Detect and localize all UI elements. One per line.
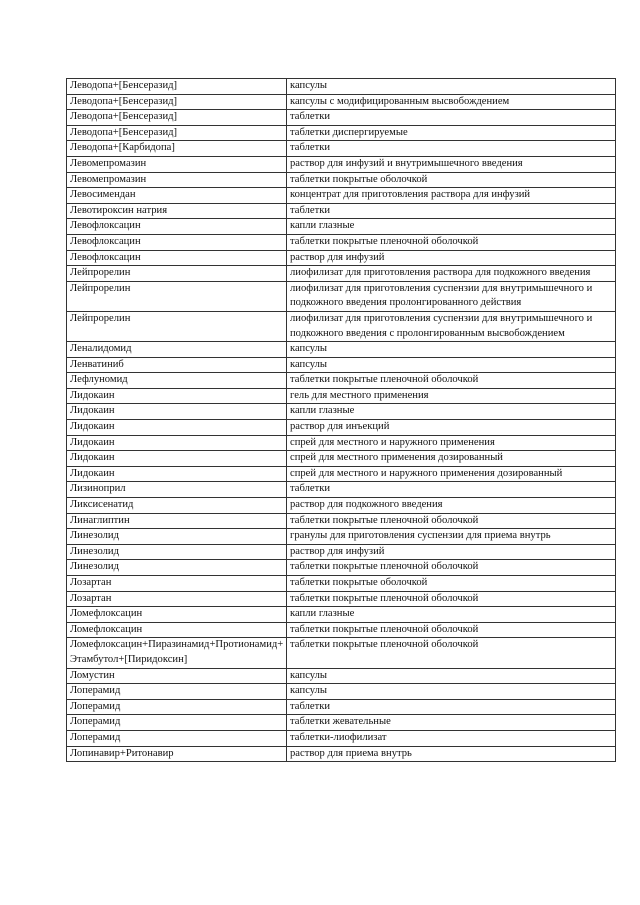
table-row [67, 513, 616, 529]
dosage-form-cell: гранулы для приготовления суспензии для приема внутрь [287, 529, 616, 545]
drug-name-cell: Лейпрорелин [67, 311, 287, 341]
drug-name-cell: Лопинавир+Ритонавир [67, 746, 287, 762]
drug-name-cell: Лидокаин [67, 420, 287, 436]
dosage-form-cell: капсулы с модифицированным высвобождением [287, 94, 616, 110]
dosage-form-cell: раствор для инфузий и внутримышечного введения [287, 156, 616, 172]
table-row [67, 342, 616, 358]
drug-name-cell: Леводопа+[Бенсеразид] [67, 94, 287, 110]
dosage-form-cell: таблетки покрытые оболочкой [287, 172, 616, 188]
table-row [67, 715, 616, 731]
drug-name-cell: Лейпрорелин [67, 266, 287, 282]
drug-name-cell: Лейпрорелин [67, 281, 287, 311]
table-row [67, 730, 616, 746]
table-row [67, 234, 616, 250]
dosage-form-cell: капли глазные [287, 219, 616, 235]
drug-name-cell: Леналидомид [67, 342, 287, 358]
drug-name-cell: Левофлоксацин [67, 250, 287, 266]
table-row [67, 203, 616, 219]
table-row [67, 94, 616, 110]
drug-name-cell: Леводопа+[Бенсеразид] [67, 125, 287, 141]
dosage-form-cell: лиофилизат для приготовления суспензии для внутримышечного и подкожного введения с пролонгированным высвобождением [287, 311, 616, 341]
dosage-form-cell: спрей для местного применения дозированный [287, 451, 616, 467]
table-row [67, 281, 616, 311]
drug-name-cell: Лизиноприл [67, 482, 287, 498]
table-row [67, 638, 616, 668]
drug-name-cell: Линезолид [67, 544, 287, 560]
table-row [67, 141, 616, 157]
table-row [67, 622, 616, 638]
dosage-form-cell: таблетки покрытые пленочной оболочкой [287, 638, 616, 668]
dosage-form-cell: капсулы [287, 79, 616, 95]
table-row [67, 110, 616, 126]
table-row [67, 684, 616, 700]
table-row [67, 668, 616, 684]
dosage-form-cell: капли глазные [287, 607, 616, 623]
dosage-form-cell: таблетки покрытые оболочкой [287, 576, 616, 592]
table-row [67, 311, 616, 341]
table-row [67, 188, 616, 204]
drug-name-cell: Леводопа+[Бенсеразид] [67, 79, 287, 95]
drug-name-cell: Лозартан [67, 576, 287, 592]
dosage-form-cell: раствор для инфузий [287, 544, 616, 560]
table-row [67, 591, 616, 607]
table-row [67, 451, 616, 467]
table-row [67, 529, 616, 545]
dosage-form-cell: капсулы [287, 342, 616, 358]
table-row [67, 250, 616, 266]
dosage-form-cell: таблетки [287, 141, 616, 157]
drug-forms-table [66, 78, 616, 762]
table-row [67, 79, 616, 95]
table-row [67, 435, 616, 451]
dosage-form-cell: капсулы [287, 357, 616, 373]
dosage-form-cell: таблетки покрытые пленочной оболочкой [287, 234, 616, 250]
dosage-form-cell: спрей для местного и наружного применения [287, 435, 616, 451]
dosage-form-cell: таблетки [287, 699, 616, 715]
drug-name-cell: Лефлуномид [67, 373, 287, 389]
dosage-form-cell: раствор для инфузий [287, 250, 616, 266]
table-row [67, 607, 616, 623]
table-row [67, 266, 616, 282]
drug-name-cell: Ломустин [67, 668, 287, 684]
dosage-form-cell: таблетки [287, 203, 616, 219]
drug-name-cell: Ломефлоксацин [67, 607, 287, 623]
drug-name-cell: Ликсисенатид [67, 498, 287, 514]
drug-name-cell: Линаглиптин [67, 513, 287, 529]
table-body [67, 79, 616, 762]
table-row [67, 498, 616, 514]
table-row [67, 560, 616, 576]
table-row [67, 172, 616, 188]
dosage-form-cell: лиофилизат для приготовления суспензии для внутримышечного и подкожного введения пролонгированного действия [287, 281, 616, 311]
drug-name-cell: Ломефлоксацин [67, 622, 287, 638]
drug-name-cell: Левотироксин натрия [67, 203, 287, 219]
table-row [67, 544, 616, 560]
dosage-form-cell: раствор для приема внутрь [287, 746, 616, 762]
dosage-form-cell: раствор для инъекций [287, 420, 616, 436]
drug-name-cell: Лоперамид [67, 699, 287, 715]
dosage-form-cell: таблетки [287, 482, 616, 498]
dosage-form-cell: гель для местного применения [287, 388, 616, 404]
drug-name-cell: Лидокаин [67, 466, 287, 482]
dosage-form-cell: таблетки жевательные [287, 715, 616, 731]
dosage-form-cell: таблетки покрытые пленочной оболочкой [287, 560, 616, 576]
table-row [67, 482, 616, 498]
table-row [67, 388, 616, 404]
table-row [67, 357, 616, 373]
dosage-form-cell: таблетки покрытые пленочной оболочкой [287, 591, 616, 607]
table-row [67, 219, 616, 235]
drug-name-cell: Леводопа+[Карбидопа] [67, 141, 287, 157]
table-row [67, 125, 616, 141]
dosage-form-cell: таблетки покрытые пленочной оболочкой [287, 373, 616, 389]
drug-name-cell: Лоперамид [67, 730, 287, 746]
drug-name-cell: Леводопа+[Бенсеразид] [67, 110, 287, 126]
table-row [67, 576, 616, 592]
drug-name-cell: Лидокаин [67, 451, 287, 467]
table-row [67, 746, 616, 762]
table-row [67, 466, 616, 482]
table-row [67, 404, 616, 420]
drug-name-cell: Лидокаин [67, 435, 287, 451]
dosage-form-cell: таблетки покрытые пленочной оболочкой [287, 622, 616, 638]
drug-name-cell: Левосимендан [67, 188, 287, 204]
drug-name-cell: Левомепромазин [67, 156, 287, 172]
drug-name-cell: Лоперамид [67, 715, 287, 731]
drug-name-cell: Левомепромазин [67, 172, 287, 188]
drug-name-cell: Лидокаин [67, 388, 287, 404]
drug-name-cell: Лидокаин [67, 404, 287, 420]
drug-name-cell: Ленватиниб [67, 357, 287, 373]
dosage-form-cell: таблетки-лиофилизат [287, 730, 616, 746]
dosage-form-cell: капли глазные [287, 404, 616, 420]
drug-name-cell: Линезолид [67, 560, 287, 576]
drug-name-cell: Левофлоксацин [67, 219, 287, 235]
drug-name-cell: Линезолид [67, 529, 287, 545]
drug-name-cell: Лоперамид [67, 684, 287, 700]
table-row [67, 699, 616, 715]
dosage-form-cell: спрей для местного и наружного применения дозированный [287, 466, 616, 482]
dosage-form-cell: таблетки покрытые пленочной оболочкой [287, 513, 616, 529]
table-row [67, 373, 616, 389]
dosage-form-cell: концентрат для приготовления раствора для инфузий [287, 188, 616, 204]
drug-name-cell: Левофлоксацин [67, 234, 287, 250]
dosage-form-cell: капсулы [287, 684, 616, 700]
dosage-form-cell: лиофилизат для приготовления раствора для подкожного введения [287, 266, 616, 282]
drug-name-cell: Лозартан [67, 591, 287, 607]
table-row [67, 156, 616, 172]
dosage-form-cell: таблетки диспергируемые [287, 125, 616, 141]
table-row [67, 420, 616, 436]
drug-name-cell: Ломефлоксацин+Пиразинамид+Протионамид+Этамбутол+[Пиридоксин] [67, 638, 287, 668]
dosage-form-cell: раствор для подкожного введения [287, 498, 616, 514]
dosage-form-cell: таблетки [287, 110, 616, 126]
dosage-form-cell: капсулы [287, 668, 616, 684]
